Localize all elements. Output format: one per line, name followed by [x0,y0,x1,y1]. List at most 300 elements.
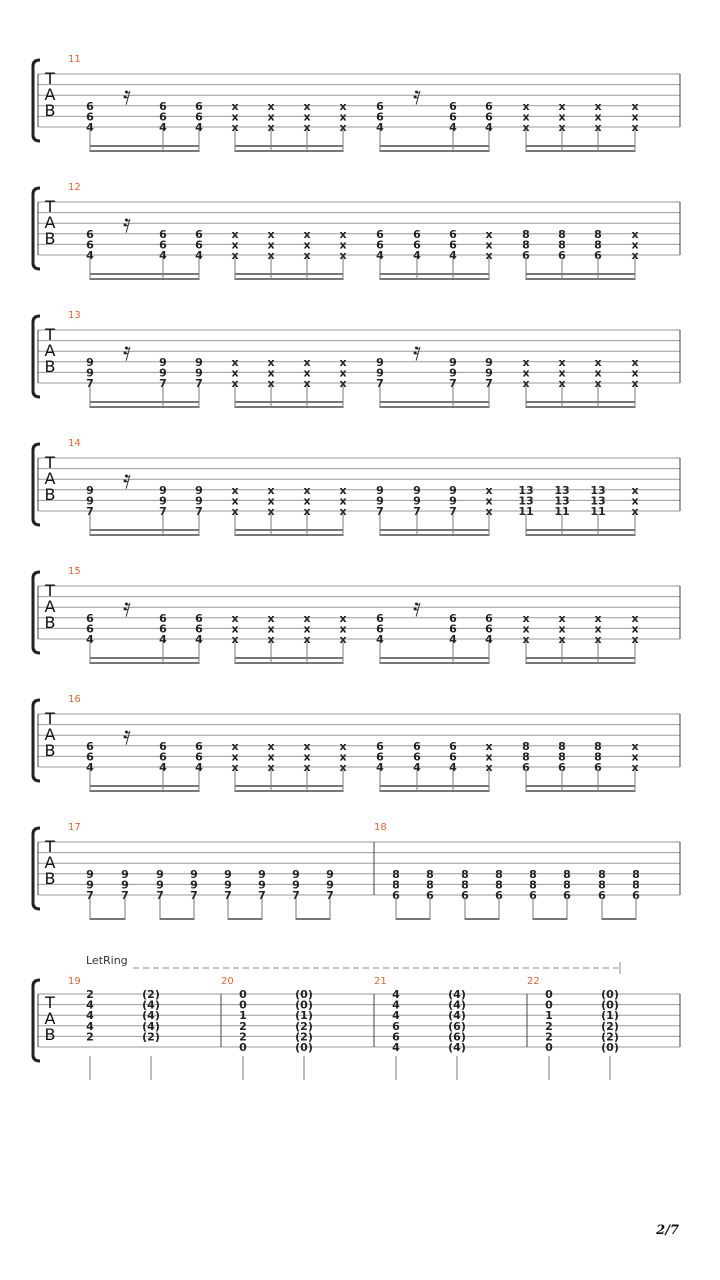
system-bracket [33,316,40,397]
fret-number: (2) [142,988,160,1001]
fret-number: x [485,761,493,774]
fret-number: x [267,366,275,380]
fret-number: 4 [376,633,384,646]
fret-number: 7 [86,889,94,902]
fret-number: x [267,761,275,774]
fret-number: 6 [426,889,434,902]
fret-number: 4 [485,633,493,646]
fret-number: x [231,99,239,113]
fret-number: x [631,110,639,124]
tab-clef-letter: B [44,357,56,376]
system-bracket [33,700,40,781]
fret-number: 11 [518,505,534,518]
fret-number: x [631,739,639,753]
measure-number: 11 [68,54,81,65]
fret-number: 4 [392,998,400,1012]
fret-number: 1 [545,1009,553,1023]
fret-number: 9 [159,483,167,497]
fret-number: 8 [558,739,566,753]
fret-number: 2 [239,1030,247,1044]
fret-number: 9 [485,355,493,369]
fret-number: (0) [601,988,619,1001]
fret-number: x [267,483,275,497]
fret-number: 9 [86,355,94,369]
fret-number: x [231,611,239,625]
fret-number: 6 [195,739,203,753]
fret-number: 8 [558,238,566,252]
fret-number: 0 [545,998,553,1012]
fret-number: x [594,633,602,646]
tab-system [33,566,680,664]
tab-clef-letter: B [44,485,56,504]
fret-number: 8 [594,739,602,753]
fret-number: 6 [195,238,203,252]
tab-systems [33,54,680,1080]
fret-number: 6 [159,227,167,241]
fret-number: 6 [376,227,384,241]
fret-number: x [558,110,566,124]
fret-number: 8 [594,238,602,252]
fret-number: 4 [159,249,167,262]
system-bracket [33,60,40,141]
fret-number: 8 [563,878,571,892]
fret-number: 9 [121,867,129,881]
fret-number: 4 [195,633,203,646]
fret-number: 4 [449,761,457,774]
tab-clef-letter: T [45,453,55,472]
measure-number: 14 [68,438,81,449]
fret-number: x [631,761,639,774]
fret-number: x [339,633,347,646]
measure-number: 18 [374,822,387,833]
fret-number: 6 [86,622,94,636]
fret-number: 2 [545,1019,553,1033]
fret-number: x [303,99,311,113]
fret-number: 7 [156,889,164,902]
fret-number: x [558,622,566,636]
fret-number: 9 [156,878,164,892]
fret-number: (4) [448,988,466,1001]
fret-number: 8 [426,878,434,892]
fret-number: 6 [159,622,167,636]
fret-number: 0 [239,998,247,1012]
tab-clef-letter: A [44,469,56,488]
fret-number: x [267,355,275,369]
fret-number: x [267,377,275,390]
measure-number: 12 [68,182,81,193]
measure-number: 21 [374,976,387,987]
fret-number: x [267,494,275,508]
fret-number: x [339,355,347,369]
fret-number: 9 [195,494,203,508]
fret-number: x [267,739,275,753]
fret-number: 7 [159,377,167,390]
fret-number: 8 [563,867,571,881]
fret-number: 9 [195,483,203,497]
fret-number: x [558,377,566,390]
fret-number: x [339,249,347,262]
fret-number: 6 [195,99,203,113]
fret-number: x [522,355,530,369]
tab-system [33,182,680,280]
fret-number: 6 [376,110,384,124]
fret-number: 2 [86,988,94,1001]
fret-number: 4 [86,249,94,262]
sixteenth-rest: 𝄿 [413,593,421,623]
fret-number: 6 [392,1030,400,1044]
fret-number: x [303,494,311,508]
fret-number: 13 [554,483,570,497]
fret-number: 7 [485,377,493,390]
fret-number: 13 [554,494,570,508]
fret-number: 4 [159,121,167,134]
fret-number: 9 [326,867,334,881]
fret-number: (0) [295,998,313,1012]
fret-number: x [303,249,311,262]
fret-number: x [631,355,639,369]
fret-number: x [303,761,311,774]
fret-number: (2) [295,1019,313,1033]
fret-number: 0 [239,1041,247,1054]
fret-number: 7 [86,505,94,518]
fret-number: x [631,622,639,636]
fret-number: 6 [594,249,602,262]
fret-number: 6 [376,739,384,753]
fret-number: 4 [195,249,203,262]
fret-number: (0) [601,998,619,1012]
fret-number: 4 [392,988,400,1001]
fret-number: x [231,622,239,636]
fret-number: x [303,110,311,124]
fret-number: 6 [392,889,400,902]
fret-number: (4) [142,1009,160,1023]
fret-number: 6 [159,750,167,764]
fret-number: 11 [554,505,570,518]
system-bracket [33,444,40,525]
measure-number: 13 [68,310,81,321]
fret-number: x [231,750,239,764]
fret-number: (2) [142,1030,160,1044]
fret-number: x [303,611,311,625]
fret-number: 8 [529,878,537,892]
fret-number: 8 [558,750,566,764]
measure-number: 15 [68,566,81,577]
fret-number: 6 [485,110,493,124]
fret-number: 8 [632,867,640,881]
fret-number: x [631,494,639,508]
fret-number: x [303,366,311,380]
sixteenth-rest: 𝄿 [413,81,421,111]
fret-number: 4 [449,121,457,134]
fret-number: 6 [376,99,384,113]
fret-number: x [267,750,275,764]
fret-number: 9 [449,483,457,497]
fret-number: 7 [224,889,232,902]
tab-system [33,438,680,536]
fret-number: 8 [558,227,566,241]
fret-number: 9 [376,483,384,497]
fret-number: 6 [195,622,203,636]
fret-number: 7 [86,377,94,390]
fret-number: x [522,99,530,113]
fret-number: 9 [86,878,94,892]
fret-number: 0 [239,988,247,1001]
fret-number: 9 [86,366,94,380]
fret-number: x [339,611,347,625]
fret-number: 4 [413,761,421,774]
fret-number: 4 [392,1009,400,1023]
fret-number: 6 [558,761,566,774]
fret-number: 9 [195,355,203,369]
fret-number: x [231,483,239,497]
fret-number: x [303,121,311,134]
fret-number: 4 [86,633,94,646]
fret-number: 9 [292,867,300,881]
fret-number: x [267,505,275,518]
page-number: 2/7 [656,1223,679,1238]
fret-number: x [231,355,239,369]
fret-number: 13 [590,494,606,508]
fret-number: 7 [292,889,300,902]
fret-number: x [485,483,493,497]
fret-number: 6 [159,739,167,753]
fret-number: 6 [376,238,384,252]
fret-number: 4 [376,121,384,134]
fret-number: 6 [195,110,203,124]
fret-number: 11 [590,505,606,518]
fret-number: 2 [86,1030,94,1044]
fret-number: 9 [156,867,164,881]
tab-clef-letter: B [44,101,56,120]
fret-number: x [558,355,566,369]
measure-number: 19 [68,976,81,987]
fret-number: x [631,633,639,646]
fret-number: x [339,366,347,380]
fret-number: 7 [195,505,203,518]
fret-number: x [231,238,239,252]
fret-number: 2 [239,1019,247,1033]
tab-clef-letter: A [44,213,56,232]
fret-number: 6 [449,611,457,625]
fret-number: 9 [121,878,129,892]
fret-number: 9 [86,867,94,881]
fret-number: x [231,377,239,390]
fret-number: 13 [518,494,534,508]
fret-number: 9 [86,483,94,497]
fret-number: 9 [224,867,232,881]
tab-clef-letter: A [44,597,56,616]
fret-number: x [339,99,347,113]
fret-number: 8 [529,867,537,881]
fret-number: 6 [594,761,602,774]
fret-number: x [339,622,347,636]
fret-number: x [631,750,639,764]
fret-number: 9 [449,494,457,508]
fret-number: 6 [558,249,566,262]
fret-number: (0) [295,988,313,1001]
fret-number: x [231,249,239,262]
fret-number: x [485,494,493,508]
fret-number: (4) [448,1041,466,1054]
fret-number: 6 [485,611,493,625]
fret-number: 6 [392,1019,400,1033]
tab-clef-letter: A [44,853,56,872]
fret-number: x [522,622,530,636]
fret-number: x [267,99,275,113]
fret-number: 9 [159,355,167,369]
fret-number: 6 [449,739,457,753]
system-bracket [33,572,40,653]
sixteenth-rest: 𝄿 [123,81,131,111]
fret-number: x [339,121,347,134]
fret-number: x [485,750,493,764]
fret-number: x [231,739,239,753]
fret-number: x [631,483,639,497]
fret-number: 8 [426,867,434,881]
fret-number: 6 [563,889,571,902]
sixteenth-rest: 𝄿 [123,465,131,495]
fret-number: x [631,238,639,252]
fret-number: 4 [159,761,167,774]
fret-number: 4 [376,761,384,774]
fret-number: (1) [295,1009,313,1023]
fret-number: x [485,505,493,518]
fret-number: (1) [601,1009,619,1023]
fret-number: 0 [545,988,553,1001]
fret-number: x [303,750,311,764]
fret-number: x [231,227,239,241]
fret-number: 4 [86,998,94,1012]
fret-number: 6 [449,110,457,124]
fret-number: x [231,505,239,518]
fret-number: (6) [448,1019,466,1033]
fret-number: 8 [594,227,602,241]
fret-number: 9 [449,366,457,380]
fret-number: x [594,377,602,390]
sixteenth-rest: 𝄿 [413,337,421,367]
fret-number: 7 [376,377,384,390]
fret-number: 6 [495,889,503,902]
fret-number: x [231,366,239,380]
tab-clef-letter: B [44,613,56,632]
fret-number: 7 [449,505,457,518]
fret-number: 8 [522,750,530,764]
fret-number: x [339,377,347,390]
fret-number: 13 [590,483,606,497]
fret-number: 6 [86,750,94,764]
fret-number: 6 [86,227,94,241]
fret-number: 8 [632,878,640,892]
fret-number: (2) [295,1030,313,1044]
fret-number: 7 [376,505,384,518]
fret-number: 6 [86,110,94,124]
fret-number: x [303,355,311,369]
tab-clef-letter: T [45,993,55,1012]
fret-number: 6 [449,238,457,252]
fret-number: (4) [142,998,160,1012]
fret-number: 4 [376,249,384,262]
fret-number: x [558,611,566,625]
fret-number: 9 [326,878,334,892]
fret-number: x [558,366,566,380]
fret-number: 9 [86,494,94,508]
fret-number: x [339,761,347,774]
fret-number: x [485,249,493,262]
sixteenth-rest: 𝄿 [123,721,131,751]
fret-number: 6 [413,739,421,753]
fret-number: 8 [495,867,503,881]
fret-number: x [594,99,602,113]
fret-number: 8 [461,878,469,892]
fret-number: x [231,121,239,134]
fret-number: 6 [376,750,384,764]
fret-number: 4 [86,121,94,134]
fret-number: x [267,249,275,262]
fret-number: 13 [518,483,534,497]
fret-number: 9 [190,878,198,892]
fret-number: 6 [195,750,203,764]
system-bracket [33,980,40,1061]
tab-clef-letter: B [44,869,56,888]
fret-number: 6 [159,99,167,113]
fret-number: x [631,99,639,113]
fret-number: x [303,377,311,390]
fret-number: x [522,366,530,380]
fret-number: 8 [598,878,606,892]
fret-number: 6 [86,611,94,625]
fret-number: x [339,494,347,508]
fret-number: 6 [86,99,94,113]
fret-number: 6 [159,611,167,625]
fret-number: 9 [413,494,421,508]
fret-number: 9 [485,366,493,380]
fret-number: 8 [594,750,602,764]
fret-number: 9 [292,878,300,892]
fret-number: 7 [159,505,167,518]
sixteenth-rest: 𝄿 [123,593,131,623]
measure-number: 20 [221,976,234,987]
fret-number: x [231,761,239,774]
fret-number: 8 [522,238,530,252]
fret-number: (4) [142,1019,160,1033]
measure-number: 22 [527,976,540,987]
fret-number: x [231,110,239,124]
fret-number: x [594,366,602,380]
fret-number: x [267,238,275,252]
fret-number: 8 [392,867,400,881]
fret-number: 6 [449,99,457,113]
fret-number: 4 [86,761,94,774]
tab-system [33,822,680,920]
fret-number: x [522,110,530,124]
tab-clef-letter: B [44,1025,56,1044]
fret-number: x [594,611,602,625]
fret-number: x [485,238,493,252]
fret-number: x [631,249,639,262]
fret-number: x [303,238,311,252]
fret-number: 4 [86,1009,94,1023]
fret-number: x [231,633,239,646]
system-bracket [33,188,40,269]
fret-number: 6 [376,622,384,636]
tab-system [33,54,680,152]
fret-number: 8 [495,878,503,892]
fret-number: 8 [522,739,530,753]
fret-number: x [339,739,347,753]
fret-number: x [631,611,639,625]
fret-number: 6 [449,750,457,764]
let-ring-label: LetRing [86,954,128,967]
